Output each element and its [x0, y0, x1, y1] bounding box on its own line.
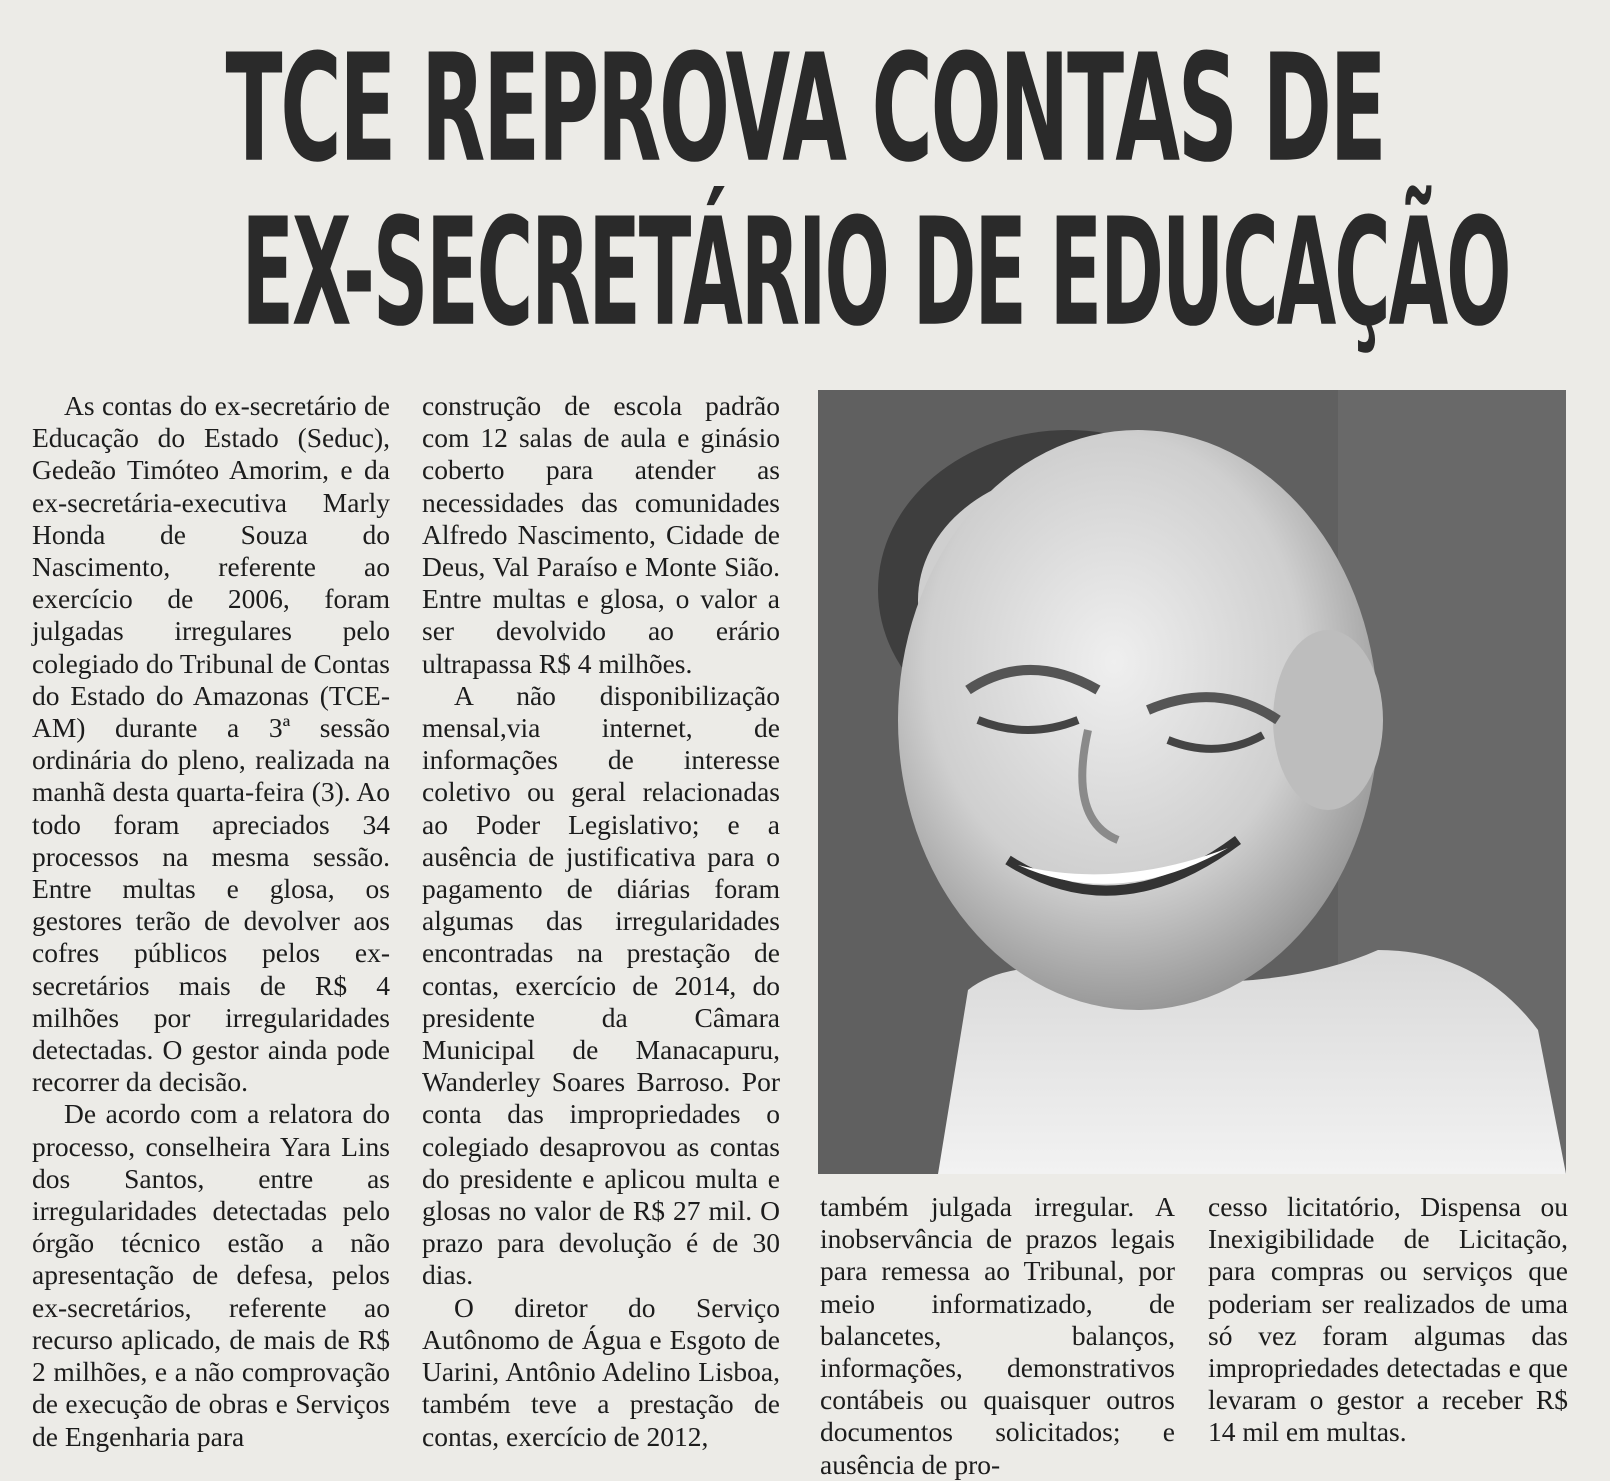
headline-line-1: TCE REPROVA CONTAS DE	[225, 22, 1385, 195]
article-paragraph: O diretor do Serviço Autônomo de Água e Esgoto de Uarini, Antônio Adelino Lisboa, também teve a prestação de contas, exercício de 2012,	[422, 1291, 780, 1452]
article-paragraph: De acordo com a relatora do processo, conselheira Yara Lins dos Santos, entre as irregularidades detectadas pelo órgão técnico estão a não apresentação de defesa, pelos ex-secretários, referente ao recurso aplicado, de mais de R$ 2 milhões, e a não comprovação de execução de obras e Serviços de Engenharia para	[32, 1098, 390, 1452]
portrait-photo	[818, 390, 1566, 1174]
article-paragraph: cesso licitatório, Dispensa ou Inexigibilidade de Licitação, para compras ou serviços que poderiam ser realizados de uma só vez foram algumas das impropriedades detectadas e que levaram o gestor a receber R$ 14 mil em multas.	[1208, 1191, 1568, 1448]
article-paragraph: A não disponibilização mensal,via internet, de informações de interesse coletivo ou geral relacionadas ao Poder Legislativo; e a ausência de justificativa para o pagamento de diárias foram algumas das irregularidades encontradas na prestação de contas, exercício de 2014, do presidente da Câmara Municipal de Manacapuru, Wanderley Soares Barroso. Por conta das impropriedades o colegiado desaprovou as contas do presidente e aplicou multa e glosas no valor de R$ 27 mil. O prazo para devolução é de 30 dias.	[422, 679, 780, 1291]
portrait-illustration	[818, 390, 1566, 1174]
article-column-1	[32, 390, 390, 1453]
article-column-3	[820, 1191, 1175, 1481]
article-column-2	[422, 390, 780, 1453]
article-paragraph: As contas do ex-secretário de Educação do Estado (Seduc), Gedeão Timóteo Amorim, e da ex-secretária-executiva Marly Honda de Souza do Nascimento, referente ao exercício de 2006, foram julgadas irregulares pelo colegiado do Tribunal de Contas do Estado do Amazonas (TCE-AM) durante a 3ª sessão ordinária do pleno, realizada na manhã desta quarta-feira (3). Ao todo foram apreciados 34 processos na mesma sessão. Entre multas e glosa, os gestores terão de devolver aos cofres públicos pelos ex-secretários mais de R$ 4 milhões por irregularidades detectadas. O gestor ainda pode recorrer da decisão.	[32, 390, 390, 1098]
article-paragraph: construção de escola padrão com 12 salas de aula e ginásio coberto para atender as necessidades das comunidades Alfredo Nascimento, Cidade de Deus, Val Paraíso e Monte Sião. Entre multas e glosa, o valor a ser devolvido ao erário ultrapassa R$ 4 milhões.	[422, 390, 780, 679]
headline-line-2: EX-SECRETÁRIO DE EDUCAÇÃO	[241, 186, 1510, 359]
article-paragraph: também julgada irregular. A inobservância de prazos legais para remessa ao Tribunal, por meio informatizado, de balancetes, balanços, informações, demonstrativos contábeis ou quaisquer outros documentos solicitados; e ausência de pro-	[820, 1191, 1175, 1480]
article-column-4	[1208, 1191, 1568, 1449]
